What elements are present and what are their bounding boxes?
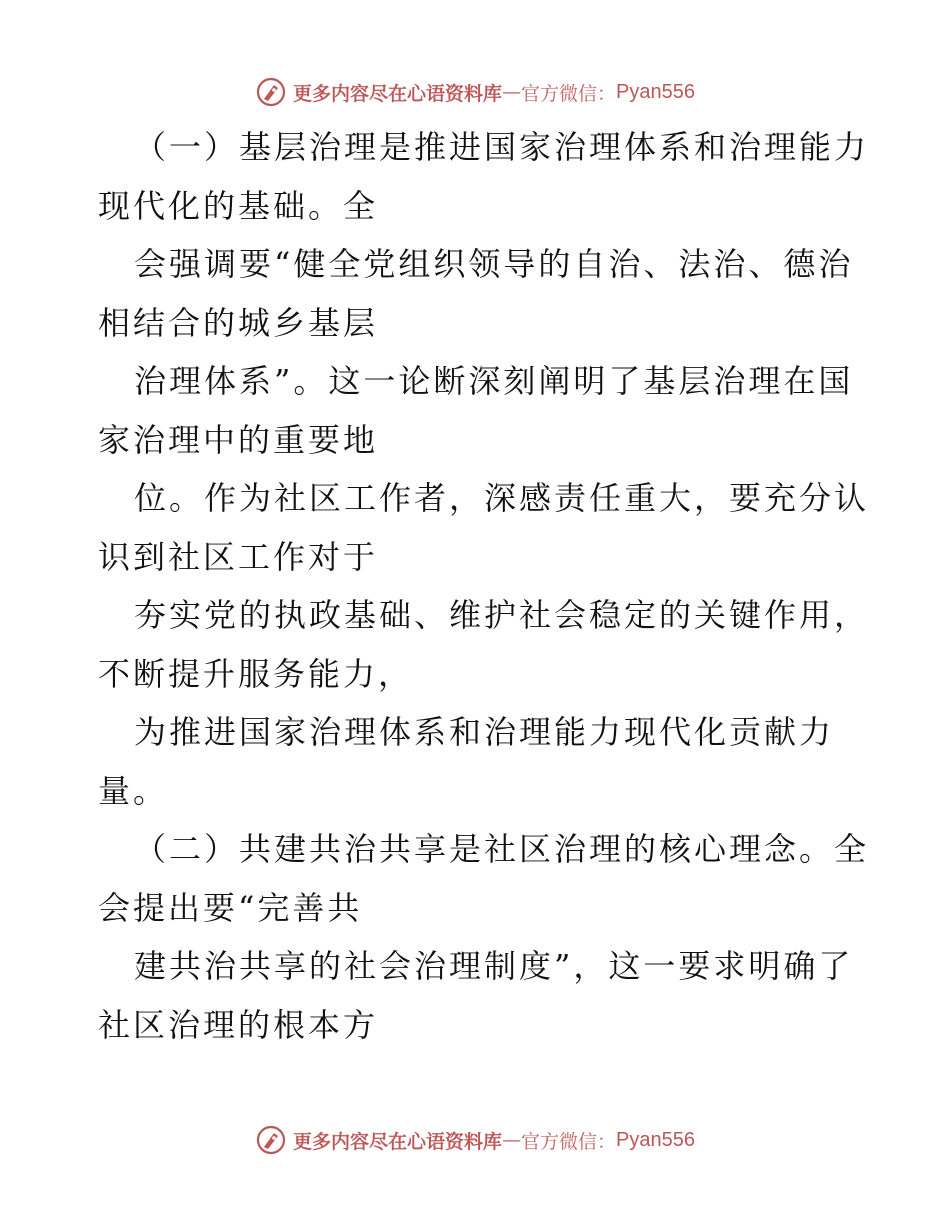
text-line: 识到社区工作对于	[98, 537, 379, 576]
footer-watermark	[0, 1120, 950, 1160]
watermark-separator: —	[502, 1129, 522, 1151]
watermark-label: 官方微信：	[521, 82, 617, 105]
text-line: 家治理中的重要地	[98, 420, 379, 459]
text-line: （一）基层治理是推进国家治理体系和治理能力	[134, 128, 870, 166]
text-line: 现代化的基础。全	[98, 186, 379, 225]
text-line: 治理体系”。这一论断深刻阐明了基层治理在国	[134, 362, 854, 400]
watermark-label: 官方微信：	[521, 1130, 617, 1153]
text-line: 位。作为社区工作者，深感责任重大，要充分认	[134, 479, 870, 517]
text-line: 会强调要“健全党组织领导的自治、法治、德治	[134, 245, 854, 283]
header-watermark	[0, 72, 950, 112]
text-line: 社区治理的根本方	[98, 1005, 379, 1044]
text-line: 建共治共享的社会治理制度”，这一要求明确了	[134, 947, 854, 985]
text-line: （二）共建共治共享是社区治理的核心理念。全	[134, 830, 870, 868]
text-line: 不断提升服务能力，	[98, 654, 414, 693]
text-line: 会提出要“完善共	[98, 888, 363, 927]
document-body	[98, 118, 870, 1054]
watermark-separator: —	[502, 81, 522, 103]
text-line: 夯实党的执政基础、维护社会稳定的关键作用，	[134, 596, 870, 634]
watermark-brand: 更多内容尽在心语资料库	[293, 1130, 503, 1153]
text-line: 量。	[98, 771, 169, 810]
pen-nib-logo-icon	[255, 76, 287, 108]
text-line: 相结合的城乡基层	[98, 303, 379, 342]
pen-nib-logo-icon	[255, 1124, 287, 1156]
watermark-brand: 更多内容尽在心语资料库	[293, 82, 503, 105]
watermark-id: Pyan556	[616, 80, 695, 103]
watermark-id: Pyan556	[616, 1128, 695, 1151]
text-line: 为推进国家治理体系和治理能力现代化贡献力	[134, 713, 835, 751]
